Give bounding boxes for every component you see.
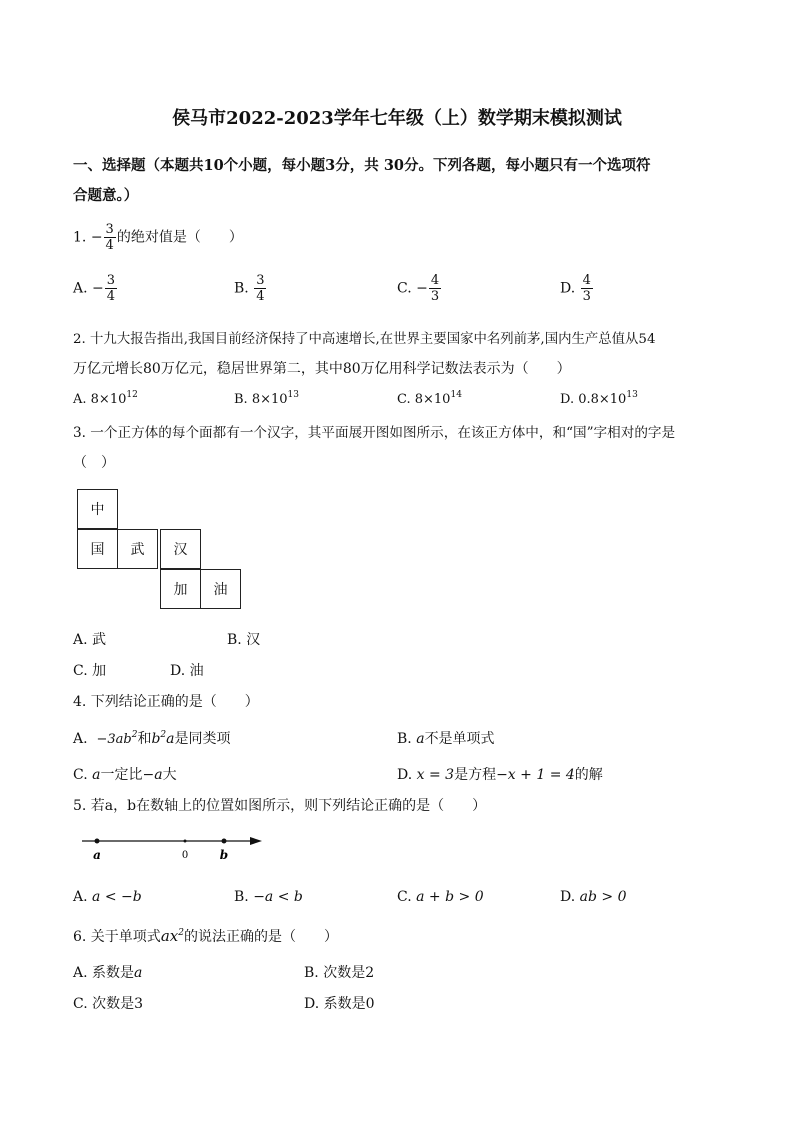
option-3a: A. 武 — [73, 632, 107, 648]
option-2c: C. $8\times 10^{14}$ — [397, 390, 462, 407]
option-4a: A. $-3ab^2$和$b^2a$是同类项 — [73, 730, 231, 747]
net-cell-jia: 加 — [160, 569, 201, 609]
option-6d: D. 系数是0 — [304, 996, 375, 1012]
option-4b: B. a不是单项式 — [397, 731, 495, 747]
net-cell-zhong: 中 — [77, 489, 118, 529]
question-1 — [73, 222, 243, 253]
section-heading-line1: 一、选择题（本题共10个小题，每小题3分，共 30分。下列各题，每小题只有一个选项符 — [73, 157, 651, 174]
option-5b: B. −a < b — [234, 889, 303, 905]
option-6a: A. 系数是a — [73, 965, 143, 981]
option-1b: B. $\frac{3}{4}$ — [234, 273, 265, 304]
option-5c: C. a + b > 0 — [397, 889, 484, 905]
section-heading-line2: 合题意。） — [73, 187, 139, 204]
net-cell-guo: 国 — [77, 529, 118, 569]
fraction: $\frac{3}{4}$ — [105, 222, 114, 253]
question-2-line1: 2. 十九大报告指出,我国目前经济保持了中高速增长,在世界主要国家中名列前茅,国内生产总值从54 — [73, 332, 656, 347]
question-3-line1: 3. 一个正方体的每个面都有一个汉字，其平面展开图如图所示，在该正方体中，和“国”字相对的字是 — [73, 425, 676, 441]
option-1d: D. $\frac{4}{3}$ — [560, 273, 591, 304]
option-2a: A. $8\times 10^{12}$ — [73, 390, 138, 407]
option-2d: D. $0.8\times 10^{13}$ — [560, 390, 638, 407]
net-cell-wu: 武 — [117, 529, 158, 569]
option-1a: A. − $\frac{3}{4}$ — [73, 273, 116, 304]
option-3d: D. 油 — [170, 663, 204, 679]
option-3c: C. 加 — [73, 663, 107, 679]
option-5d: D. ab > 0 — [560, 889, 627, 905]
point-a — [95, 839, 100, 844]
net-cell-han: 汉 — [160, 529, 201, 569]
minus-sign: − — [90, 229, 103, 246]
point-b — [222, 839, 227, 844]
question-5: 5. 若a，b在数轴上的位置如图所示，则下列结论正确的是（ ） — [73, 798, 487, 814]
option-2b: B. $8\times 10^{13}$ — [234, 390, 299, 407]
option-6c: C. 次数是3 — [73, 996, 144, 1012]
question-6: 6. 关于单项式$ax^2$的说法正确的是（ ） — [73, 927, 338, 945]
label-b: b — [219, 848, 229, 862]
question-3-line2: （ ） — [73, 455, 115, 471]
option-5a: A. a < −b — [73, 889, 142, 905]
question-2-line2: 万亿元增长80万亿元，稳居世界第二，其中80万亿用科学记数法表示为（ ） — [73, 361, 571, 377]
question-4: 4. 下列结论正确的是（ ） — [73, 694, 259, 710]
label-a: a — [93, 848, 101, 862]
option-6b: B. 次数是2 — [304, 965, 375, 981]
page-title: 侯马市2022-2023学年七年级（上）数学期末模拟测试 — [172, 108, 622, 129]
option-1c: C. − $\frac{4}{3}$ — [397, 273, 440, 304]
option-4c: C. a一定比−a大 — [73, 767, 177, 783]
question-number: 1. — [73, 229, 87, 246]
net-cell-you: 油 — [200, 569, 241, 609]
number-line-figure — [70, 828, 270, 868]
arrow-head-icon — [250, 837, 262, 845]
label-zero: 0 — [181, 850, 189, 861]
question-stem: 的绝对值是（ ） — [116, 229, 243, 246]
point-zero — [184, 840, 187, 843]
option-3b: B. 汉 — [227, 632, 261, 648]
option-4d: D. x = 3是方程−x + 1 = 4的解 — [397, 767, 603, 783]
